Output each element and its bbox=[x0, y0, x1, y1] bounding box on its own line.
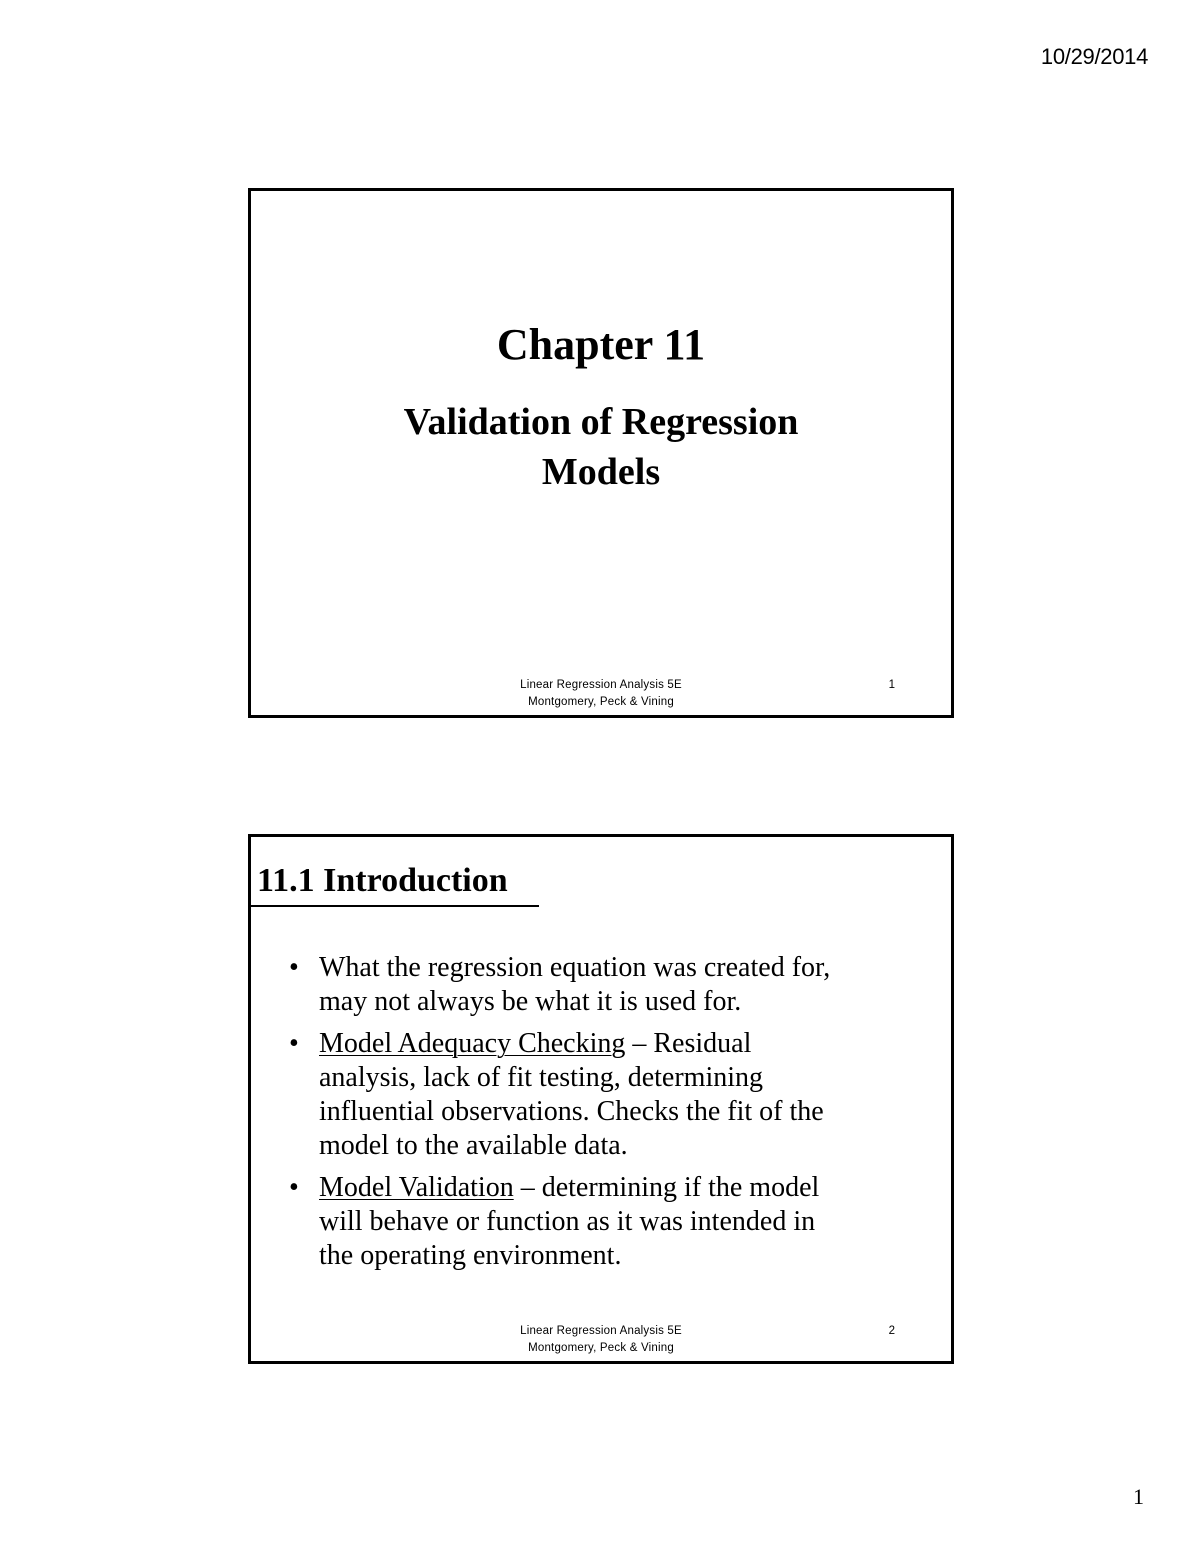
page-number: 1 bbox=[1133, 1484, 1144, 1509]
footer-book-title: Linear Regression Analysis 5E bbox=[520, 1325, 682, 1337]
bullet-text: What the regression equation was created for, may not always be what it is used for. bbox=[319, 952, 831, 1017]
footer-authors: Montgomery, Peck & Vining bbox=[528, 696, 674, 708]
bullet-term: Model Adequacy Checking bbox=[319, 1028, 626, 1059]
list-item bbox=[289, 1027, 849, 1163]
bullet-term: Model Validation bbox=[319, 1172, 514, 1203]
slide-1 bbox=[248, 188, 954, 718]
bullet-text: – determining if the model will behave or function as it was intended in the operating environment. bbox=[319, 1172, 820, 1271]
footer-book-title: Linear Regression Analysis 5E bbox=[520, 679, 682, 691]
slide-title-block bbox=[251, 319, 951, 497]
section-heading: 11.1 Introduction bbox=[257, 862, 508, 899]
list-item bbox=[289, 1171, 849, 1273]
slide-footer bbox=[251, 677, 951, 711]
bullet-icon: • bbox=[289, 952, 299, 983]
bullet-list bbox=[289, 951, 849, 1281]
slide-number: 2 bbox=[888, 1325, 895, 1337]
bullet-text: – Residual analysis, lack of fit testing, determining influential observations. Checks the fit of the model to the available data. bbox=[319, 1028, 824, 1161]
chapter-title: Chapter 11 bbox=[496, 320, 706, 369]
bullet-icon: • bbox=[289, 1172, 299, 1203]
list-item bbox=[289, 951, 849, 1019]
slide-number: 1 bbox=[888, 679, 895, 691]
chapter-subtitle: Validation of Regression Models bbox=[403, 401, 799, 493]
heading-underline bbox=[251, 905, 539, 907]
footer-authors: Montgomery, Peck & Vining bbox=[528, 1342, 674, 1354]
bullet-icon: • bbox=[289, 1028, 299, 1059]
page-date: 10/29/2014 bbox=[1040, 44, 1148, 69]
slide-footer bbox=[251, 1323, 951, 1357]
slide-2 bbox=[248, 834, 954, 1364]
